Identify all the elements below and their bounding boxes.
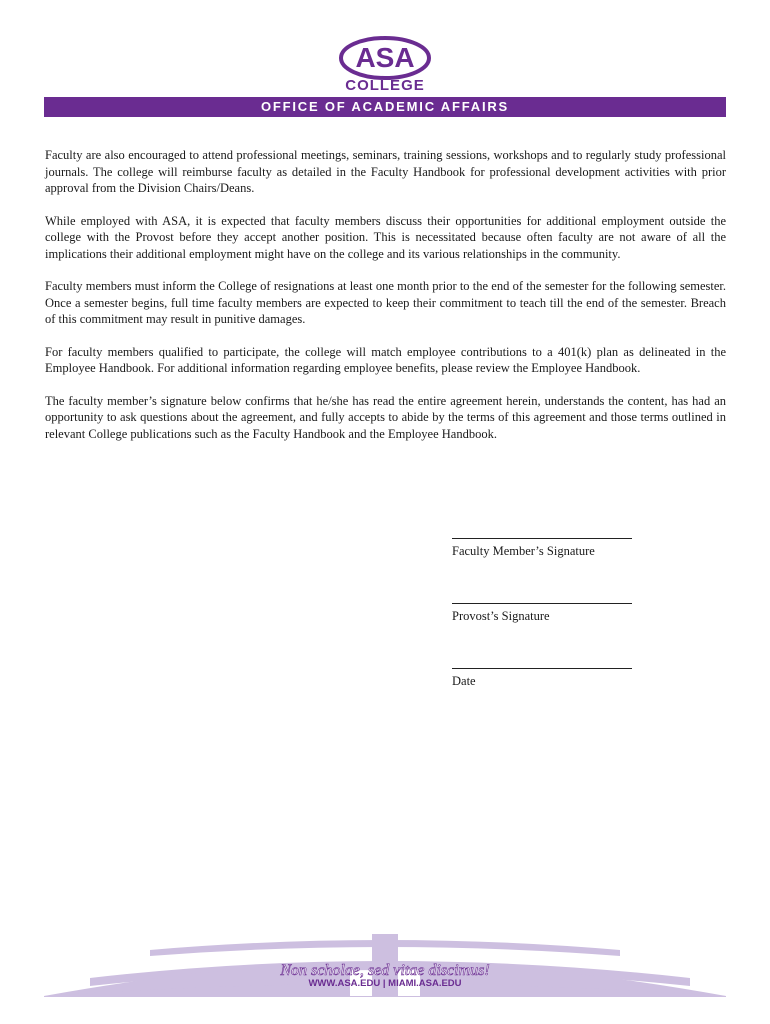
agreement-body <box>45 147 726 458</box>
footer-urls: WWW.ASA.EDU | MIAMI.ASA.EDU <box>308 978 462 989</box>
faculty-signature-block <box>452 538 642 559</box>
paragraph-401k: For faculty members qualified to participate, the college will match employee contributions to a 401(k) plan as delineated in the Employee Handbook. For additional information regarding employee benefits, please review the Employee Handbook. <box>45 344 726 375</box>
paragraph-signature-confirmation: The faculty member’s signature below confirms that he/she has read the entire agreement herein, understands the content, has had an opportunity to ask questions about the agreement, and fully accepts to abide by the terms of this agreement and those terms outlined in relevant College publications such as the Faculty Handbook and the Employee Handbook. <box>45 393 726 441</box>
paragraph-professional-development: Faculty are also encouraged to attend professional meetings, seminars, training sessions, workshops and to regularly study professional journals. The college will reimburse faculty as detailed in the Faculty Handbook for professional development activities with prior approval from the Division Chairs/Deans. <box>45 148 726 195</box>
paragraph-additional-employment: While employed with ASA, it is expected that faculty members discuss their opportunities for additional employment outside the college with the Provost before they accept another position. This is necessitated because often faculty are not aware of all the implications their additional employment might have on the college and its various relationships in the community. <box>45 213 726 261</box>
provost-signature-block <box>452 603 642 624</box>
logo-subtitle: COLLEGE <box>345 77 425 94</box>
date-block <box>452 668 642 689</box>
logo-wordmark: ASA <box>355 42 415 73</box>
date-label: Date <box>452 674 476 688</box>
footer <box>0 926 770 1024</box>
faculty-signature-label: Faculty Member’s Signature <box>452 544 595 558</box>
asa-college-logo <box>0 34 770 94</box>
faculty-signature-line[interactable] <box>452 538 632 539</box>
footer-motto: Non scholae, sed vitae discimus! <box>280 962 490 979</box>
office-banner: OFFICE OF ACADEMIC AFFAIRS <box>44 97 726 117</box>
date-line[interactable] <box>452 668 632 669</box>
provost-signature-line[interactable] <box>452 603 632 604</box>
paragraph-resignations: Faculty members must inform the College of resignations at least one month prior to the end of the semester for the following semester. Once a semester begins, full time faculty members are expected to keep their commitment to teach till the end of the semester. Breach of this commitment may result in punitive damages. <box>45 279 726 326</box>
provost-signature-label: Provost’s Signature <box>452 609 550 623</box>
